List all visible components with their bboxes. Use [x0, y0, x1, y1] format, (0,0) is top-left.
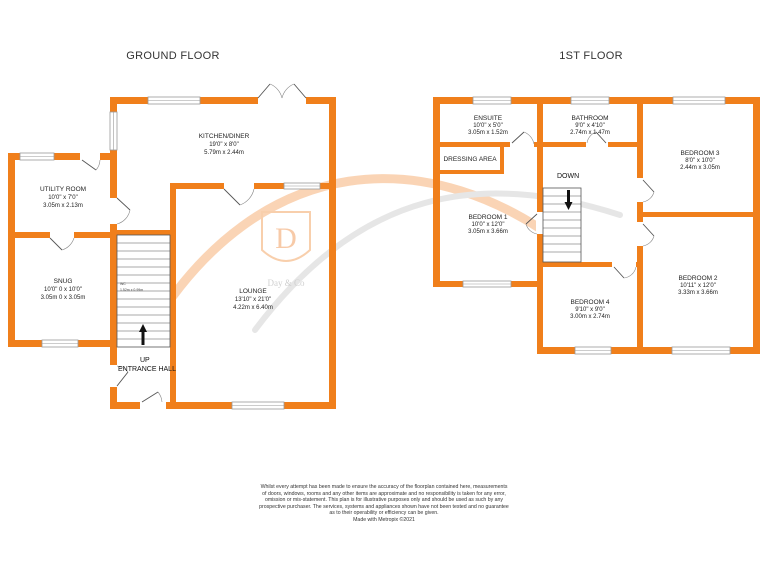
staircase-down	[543, 188, 581, 262]
room-dim-metric-bedroom2: 3.33m x 3.66m	[678, 290, 718, 296]
wall	[537, 281, 543, 354]
disclaimer-line: Whilst every attempt has been made to ensure the accuracy of the floorplan contained here, measurements	[260, 484, 508, 490]
room-dim-imperial-bedroom2: 10'11" x 12'0"	[680, 283, 716, 289]
wall	[329, 97, 336, 409]
wc-dimension: 1.52m x 0.99m	[120, 288, 144, 292]
stairs-down-label: DOWN	[557, 173, 580, 180]
room-name-lounge: LOUNGE	[239, 288, 267, 295]
wc-label: WC	[120, 282, 126, 286]
ground-floor-title: GROUND FLOOR	[126, 50, 220, 62]
room-dim-imperial-bedroom3: 8'0" x 10'0"	[685, 158, 715, 164]
room-name-bedroom3: BEDROOM 3	[680, 150, 720, 157]
wall	[110, 230, 174, 235]
door-patio	[258, 84, 306, 98]
room-dim-imperial-snug: 10'0" 0 x 10'0"	[44, 287, 82, 293]
room-name-ensuite: ENSUITE	[473, 115, 503, 122]
wall	[170, 183, 176, 409]
room-name-utility: UTILITY ROOM	[39, 186, 87, 193]
first-floor-title: 1ST FLOOR	[559, 50, 623, 62]
wall	[437, 170, 504, 174]
wall	[500, 147, 504, 174]
door-bedroom3	[643, 180, 654, 202]
wall	[537, 100, 543, 287]
watermark-initial: D	[275, 222, 297, 255]
watermark-swoosh-orange	[150, 179, 570, 330]
disclaimer-line: as to their operability or efficiency can be given.	[329, 510, 439, 517]
room-dim-imperial-bedroom4: 9'10" x 9'0"	[575, 307, 605, 313]
room-dim-imperial-bedroom1: 10'0" x 12'0"	[471, 222, 505, 228]
watermark-brand: Day & Co	[267, 278, 305, 288]
room-dim-imperial-kitchen: 19'0" x 8'0"	[209, 142, 239, 148]
staircase-up	[117, 235, 170, 347]
room-dim-imperial-bathroom: 9'0" x 4'10"	[575, 123, 605, 129]
disclaimer	[234, 484, 534, 524]
room-dim-metric-bedroom3: 2.44m x 3.05m	[680, 165, 720, 171]
room-dim-metric-bathroom: 2.74m x 1.47m	[570, 130, 610, 136]
room-name-bedroom4: BEDROOM 4	[570, 299, 610, 306]
room-name-entrance-hall: ENTRANCE HALL	[118, 366, 176, 373]
room-dim-metric-ensuite: 3.05m x 1.52m	[468, 130, 508, 136]
door-bedroom4	[614, 267, 636, 278]
stairs-up-label: UP	[140, 357, 150, 364]
room-dim-imperial-lounge: 13'10" x 21'0"	[234, 297, 272, 303]
room-name-bathroom: BATHROOM	[571, 115, 609, 122]
first-floor-plan	[433, 97, 760, 354]
room-dim-metric-snug: 3.05m 0 x 3.05m	[40, 295, 86, 301]
door-snug	[50, 238, 74, 250]
disclaimer-credit: Made with Metropix ©2021	[353, 516, 415, 523]
room-dim-metric-kitchen: 5.79m x 2.44m	[204, 150, 244, 156]
door-lounge	[224, 189, 254, 205]
wall	[433, 97, 440, 287]
disclaimer-line: omission or mis-statement. This plan is for illustrative purposes only and should be used as such by any	[264, 497, 504, 504]
door-front	[142, 392, 162, 402]
room-dim-imperial-utility: 10'0" x 7'0"	[48, 195, 78, 201]
room-name-bedroom2: BEDROOM 2	[678, 275, 718, 282]
room-dim-metric-utility: 3.05m x 2.13m	[43, 203, 83, 209]
room-dim-metric-lounge: 4.22m x 6.40m	[233, 305, 273, 311]
room-name-bedroom1: BEDROOM 1	[468, 214, 508, 221]
disclaimer-line: prospective purchaser. The services, systems and appliances shown have not been tested and no guarantee	[259, 503, 509, 510]
room-name-snug: SNUG	[53, 278, 73, 285]
door-utility	[117, 198, 130, 224]
disclaimer-line: of doors, windows, rooms and any other items are approximate and no responsibility is taken for any error,	[262, 490, 506, 497]
door-bedroom2	[643, 224, 654, 246]
room-name-kitchen: KITCHEN/DINER	[198, 133, 250, 140]
room-name-dressing-area: DRESSING AREA	[443, 156, 497, 163]
wall	[640, 212, 756, 217]
room-dim-imperial-ensuite: 10'0" x 5'0"	[473, 123, 503, 129]
room-dim-metric-bedroom1: 3.05m x 3.66m	[468, 229, 508, 235]
wall	[753, 97, 760, 354]
door-utility-external	[82, 160, 100, 170]
room-dim-metric-bedroom4: 3.00m x 2.74m	[570, 314, 610, 320]
wall	[8, 153, 15, 346]
